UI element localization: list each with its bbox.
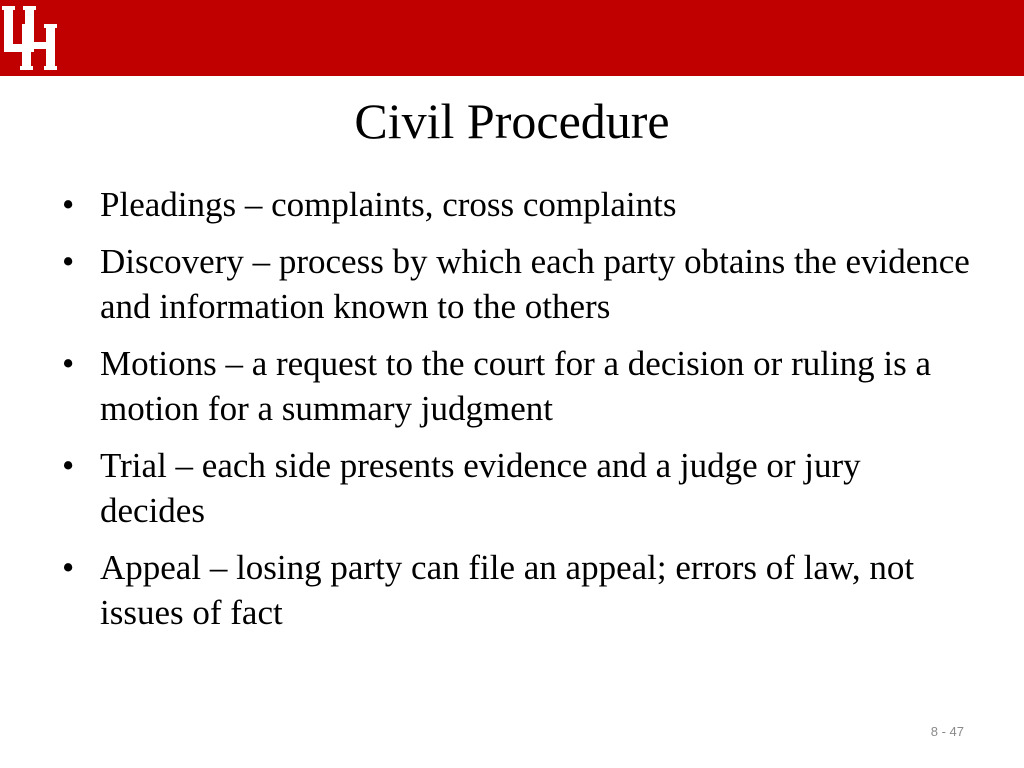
bullet-item-discovery [62,239,972,329]
bullet-icon: • [62,344,75,383]
bullet-text: Trial – each side presents evidence and a judge or jury decides [100,446,861,530]
bullet-item-motions [62,341,972,431]
uh-interlocking-logo-icon [0,0,62,76]
bullet-item-pleadings [62,182,972,227]
bullet-text: Motions – a request to the court for a decision or ruling is a motion for a summary judgment [100,344,932,428]
bullet-item-appeal [62,545,972,635]
slide-number: 8 - 47 [930,724,964,739]
bullet-icon: • [62,446,75,485]
slide-title: Civil Procedure [354,93,670,149]
bullet-list [62,182,972,647]
bullet-text: Pleadings – complaints, cross complaints [100,185,677,224]
bullet-text: Appeal – losing party can file an appeal; errors of law, not issues of fact [100,548,915,632]
bullet-icon: • [62,185,75,224]
bullet-text: Discovery – process by which each party obtains the evidence and information known to the others [100,242,970,326]
bullet-item-trial [62,443,972,533]
bullet-icon: • [62,242,75,281]
bullet-icon: • [62,548,75,587]
header-band [0,0,1024,76]
